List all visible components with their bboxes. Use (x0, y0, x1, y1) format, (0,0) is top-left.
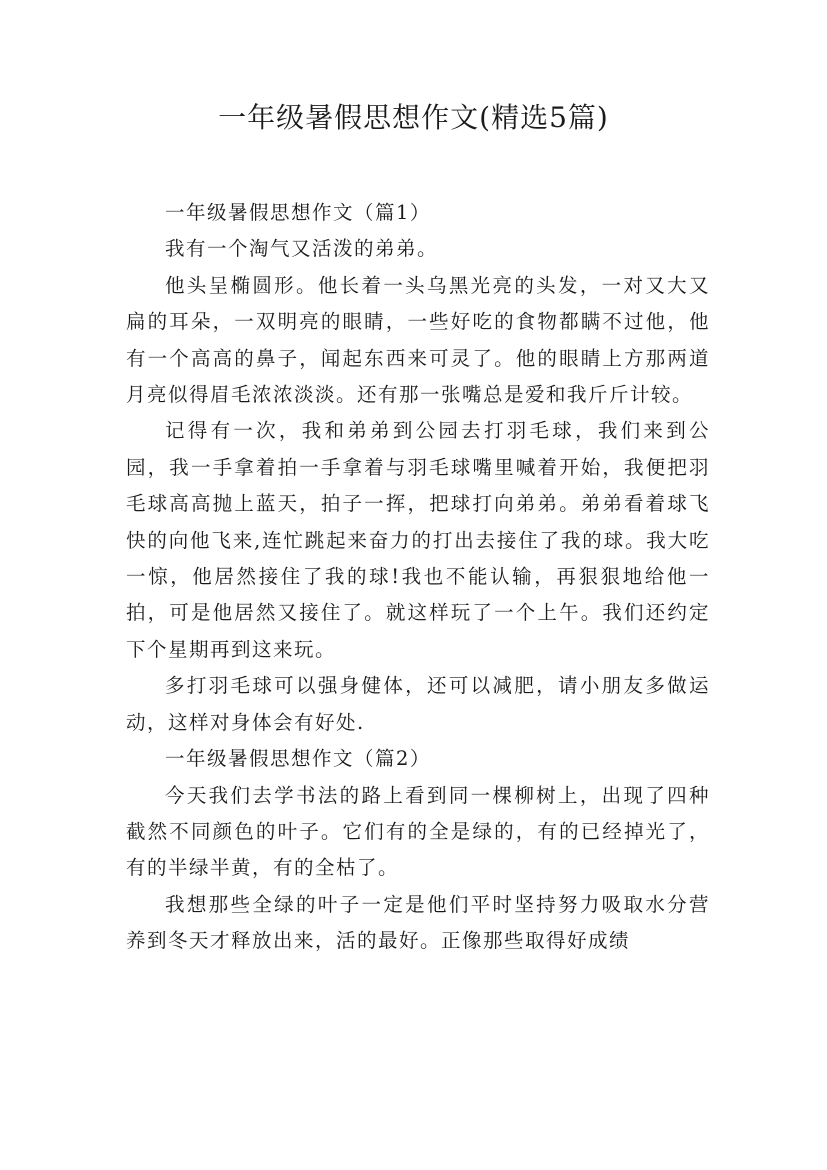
paragraph: 记得有一次，我和弟弟到公园去打羽毛球，我们来到公园，我一手拿着拍一手拿着与羽毛球嘴里喊着开始，我便把羽毛球高高抛上蓝天，拍子一挥，把球打向弟弟。弟弟看着球飞快的向他飞来,连忙跳起来奋力的打出去接住了我的球。我大吃一惊，他居然接住了我的球!我也不能认输，再狠狠地给他一拍，可是他居然又接住了。就这样玩了一个上午。我们还约定下个星期再到这来玩。 (126, 419, 710, 661)
document-body (126, 195, 710, 960)
paragraph: 我想那些全绿的叶子一定是他们平时坚持努力吸取水分营养到冬天才释放出来，活的最好。正像那些取得好成绩 (126, 892, 710, 953)
paragraph: 我有一个淘气又活泼的弟弟。 (165, 237, 439, 261)
section-heading-1: 一年级暑假思想作文（篇1） (165, 201, 431, 224)
paragraph: 今天我们去学书法的路上看到同一棵柳树上，出现了四种截然不同颜色的叶子。它们有的全是绿的，有的已经掉光了，有的半绿半黄，有的全枯了。 (126, 783, 710, 880)
document-title: 一年级暑假思想作文(精选5篇) (218, 101, 609, 134)
paragraph: 他头呈椭圆形。他长着一头乌黑光亮的头发，一对又大又扁的耳朵，一双明亮的眼睛，一些好吃的食物都瞒不过他，他有一个高高的鼻子，闻起东西来可灵了。他的眼睛上方那两道月亮似得眉毛浓浓淡淡。还有那一张嘴总是爱和我斤斤计较。 (126, 273, 710, 407)
paragraph: 多打羽毛球可以强身健体，还可以减肥，请小朋友多做运动，这样对身体会有好处. (126, 674, 710, 734)
section-heading-2: 一年级暑假思想作文（篇2） (165, 747, 431, 771)
